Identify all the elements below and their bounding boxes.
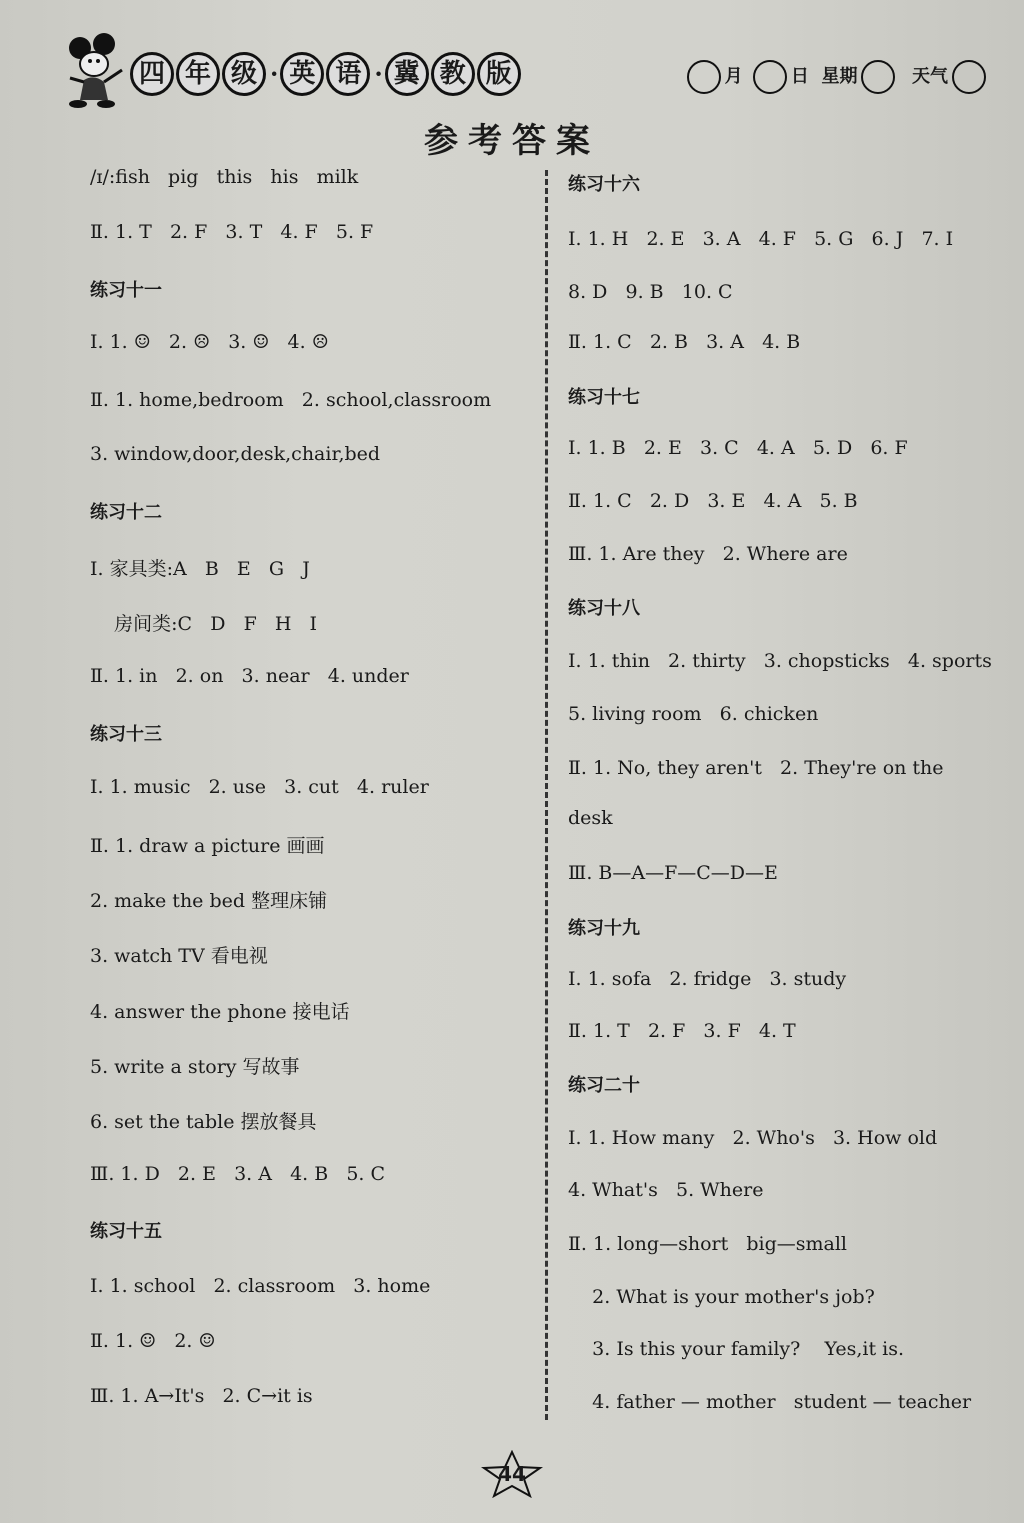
answer-line: Ⅱ. 1. No, they aren't 2. They're on the bbox=[568, 757, 944, 779]
title-char: 语 bbox=[326, 52, 370, 96]
answer-line: 8. D 9. B 10. C bbox=[568, 281, 733, 303]
title-char: 级 bbox=[222, 52, 266, 96]
weekday-label: 星期 bbox=[821, 66, 858, 87]
answer-line: 3. Is this your family? Yes,it is. bbox=[568, 1338, 905, 1360]
day-blank bbox=[753, 60, 787, 94]
answer-line: Ⅰ. 1. B 2. E 3. C 4. A 5. D 6. F bbox=[568, 437, 908, 459]
answer-line: Ⅰ. 1. ☺ 2. ☹ 3. ☺ 4. ☹ bbox=[90, 331, 329, 353]
title-char: 版 bbox=[477, 52, 521, 96]
section-heading: 练习十五 bbox=[90, 1221, 162, 1242]
answer-line: 6. set the table 摆放餐具 bbox=[90, 1111, 317, 1133]
answer-line: 4. father — mother student — teacher bbox=[568, 1391, 972, 1413]
answer-line: desk bbox=[568, 807, 613, 829]
answer-line: Ⅲ. 1. Are they 2. Where are bbox=[568, 543, 848, 565]
answer-line: Ⅰ. 1. music 2. use 3. cut 4. ruler bbox=[90, 776, 429, 798]
answer-line: Ⅱ. 1. long—short big—small bbox=[568, 1233, 847, 1255]
section-heading: 练习十三 bbox=[90, 724, 162, 745]
answer-line: 3. window,door,desk,chair,bed bbox=[90, 443, 381, 465]
answer-line: Ⅱ. 1. C 2. B 3. A 4. B bbox=[568, 331, 801, 353]
answer-line: Ⅲ. 1. A→It's 2. C→it is bbox=[90, 1385, 313, 1407]
answer-line: Ⅱ. 1. in 2. on 3. near 4. under bbox=[90, 665, 409, 687]
book-title bbox=[130, 52, 523, 96]
day-label: 日 bbox=[790, 66, 809, 87]
title-separator: · bbox=[270, 59, 279, 88]
page-number-badge bbox=[0, 1450, 1024, 1498]
answer-line: 4. answer the phone 接电话 bbox=[90, 1001, 350, 1023]
section-heading: 练习十六 bbox=[568, 174, 640, 195]
answer-line: Ⅰ. 1. How many 2. Who's 3. How old bbox=[568, 1127, 938, 1149]
title-char: 冀 bbox=[385, 52, 429, 96]
answer-line: Ⅱ. 1. draw a picture 画画 bbox=[90, 835, 325, 857]
answer-line: Ⅰ. 1. H 2. E 3. A 4. F 5. G 6. J 7. I bbox=[568, 228, 954, 250]
answer-line: 2. What is your mother's job? bbox=[568, 1286, 875, 1308]
answer-line: /ɪ/:fish pig this his milk bbox=[90, 166, 359, 188]
answer-line: 4. What's 5. Where bbox=[568, 1179, 764, 1201]
cartoon-mouse-icon bbox=[60, 30, 140, 110]
answer-line: Ⅲ. B—A—F—C—D—E bbox=[568, 862, 778, 884]
answer-line: Ⅰ. 1. sofa 2. fridge 3. study bbox=[568, 968, 847, 990]
header bbox=[60, 30, 1010, 110]
page-title: 参考答案 bbox=[424, 121, 600, 161]
answer-line: Ⅰ. 1. thin 2. thirty 3. chopsticks 4. sports bbox=[568, 650, 992, 672]
month-blank bbox=[687, 60, 721, 94]
answer-line: 房间类:C D F H I bbox=[90, 613, 318, 635]
answer-line: 3. watch TV 看电视 bbox=[90, 945, 268, 967]
title-char: 四 bbox=[130, 52, 174, 96]
weather-label: 天气 bbox=[912, 66, 948, 87]
date-weather-fields bbox=[683, 60, 990, 94]
month-label: 月 bbox=[724, 66, 743, 87]
page-number: 44 bbox=[498, 1462, 526, 1486]
section-heading: 练习十七 bbox=[568, 387, 640, 408]
answer-line: Ⅱ. 1. ☺ 2. ☺ bbox=[90, 1330, 216, 1352]
section-heading: 练习十九 bbox=[568, 918, 640, 939]
column-divider bbox=[545, 170, 548, 1420]
title-char: 英 bbox=[280, 52, 324, 96]
answer-line: Ⅱ. 1. C 2. D 3. E 4. A 5. B bbox=[568, 490, 858, 512]
title-char: 教 bbox=[431, 52, 475, 96]
title-separator: · bbox=[374, 59, 383, 88]
section-heading: 练习十一 bbox=[90, 280, 162, 301]
answer-line: Ⅰ. 家具类:A B E G J bbox=[90, 558, 310, 580]
answer-line: Ⅱ. 1. T 2. F 3. F 4. T bbox=[568, 1020, 796, 1042]
section-heading: 练习十八 bbox=[568, 598, 640, 619]
answer-line: 5. write a story 写故事 bbox=[90, 1056, 300, 1078]
answer-line: Ⅰ. 1. school 2. classroom 3. home bbox=[90, 1275, 431, 1297]
answer-line: Ⅱ. 1. home,bedroom 2. school,classroom bbox=[90, 389, 492, 411]
title-char: 年 bbox=[176, 52, 220, 96]
answer-line: Ⅲ. 1. D 2. E 3. A 4. B 5. C bbox=[90, 1163, 386, 1185]
answer-line: 2. make the bed 整理床铺 bbox=[90, 890, 328, 912]
weekday-blank bbox=[861, 60, 895, 94]
section-heading: 练习二十 bbox=[568, 1075, 640, 1096]
weather-blank bbox=[952, 60, 986, 94]
section-heading: 练习十二 bbox=[90, 502, 162, 523]
answer-line: Ⅱ. 1. T 2. F 3. T 4. F 5. F bbox=[90, 221, 374, 243]
answer-line: 5. living room 6. chicken bbox=[568, 703, 819, 725]
